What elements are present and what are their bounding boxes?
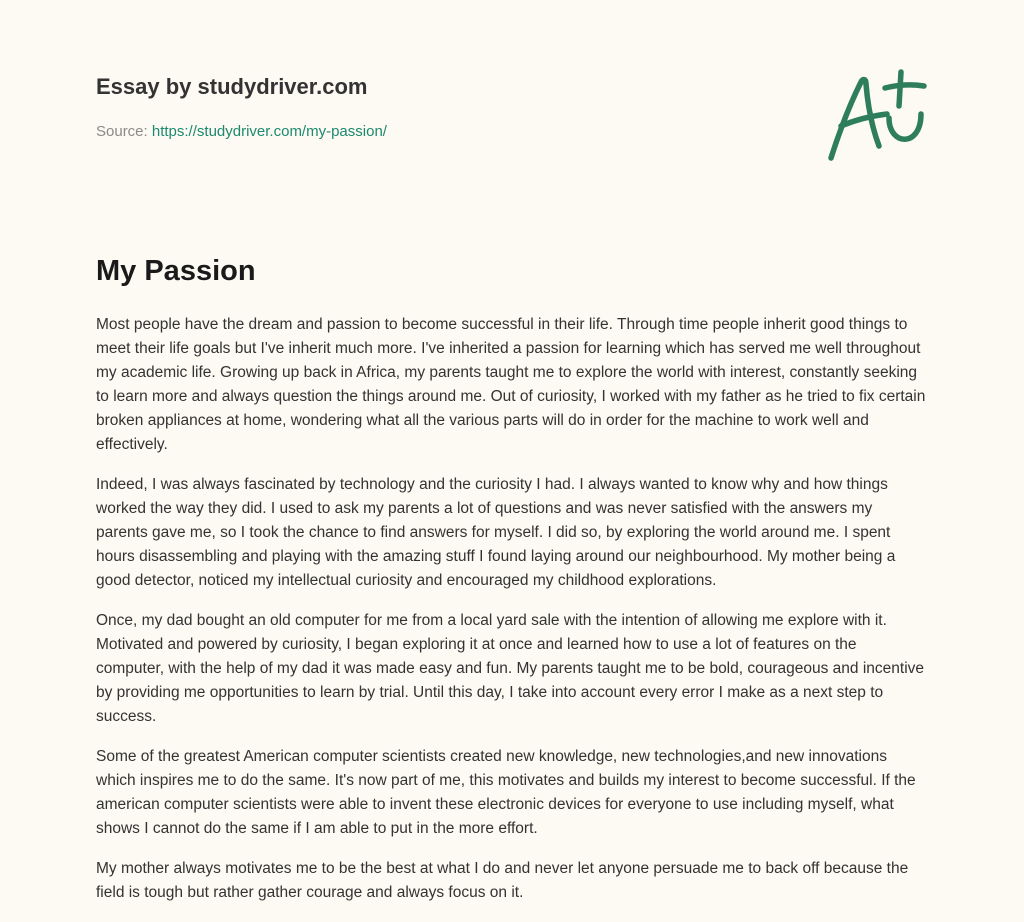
a-plus-logo-icon [827,68,927,164]
site-title: Essay by studydriver.com [96,74,368,99]
essay-body [96,313,928,921]
essay-paragraph: Some of the greatest American computer scientists created new knowledge, new technologies,and new innovations which inspires me to do the same. It's now part of me, this motivates and builds my interest to become successful. If the american computer scientists were able to invent these electronic devices for everyone to use including myself, what shows I cannot do the same if I am able to put in the more effort. [96,748,916,837]
essay-paragraph: My mother always motivates me to be the best at what I do and never let anyone persuade me to back off because the field is tough but rather gather courage and always focus on it. [96,860,909,901]
essay-title: My Passion [96,255,256,287]
source-line [96,123,387,140]
source-link[interactable]: https://studydriver.com/my-passion/ [151,123,387,140]
essay-paragraph: Indeed, I was always fascinated by technology and the curiosity I had. I always wanted to know why and how things worked the way they did. I used to ask my parents a lot of questions and was never satisfied with the answers my parents gave me, so I took the chance to find answers for myself. I did so, by exploring the world around me. I spent hours disassembling and playing with the amazing stuff I found laying around our neighbourhood. My mother being a good detector, noticed my intellectual curiosity and encouraged my childhood explorations. [96,476,896,589]
essay-paragraph: Most people have the dream and passion to become successful in their life. Through time people inherit good things to meet their life goals but I've inherit much more. I've inherited a passion for learning which has served me well throughout my academic life. Growing up back in Africa, my parents taught me to explore the world with interest, constantly seeking to learn more and always question the things around me. Out of curiosity, I worked with my father as he tried to fix certain broken appliances at home, wondering what all the various parts will do in order for the machine to work well and effectively. [96,316,926,453]
essay-paragraph: Once, my dad bought an old computer for me from a local yard sale with the intention of allowing me explore with it. Motivated and powered by curiosity, I began exploring it at once and learned how to use a lot of features on the computer, with the help of my dad it was made easy and fun. My parents taught me to be bold, courageous and incentive by providing me opportunities to learn by trial. Until this day, I take into account every error I make as a next step to success. [96,612,925,725]
source-label: Source: [96,123,148,140]
